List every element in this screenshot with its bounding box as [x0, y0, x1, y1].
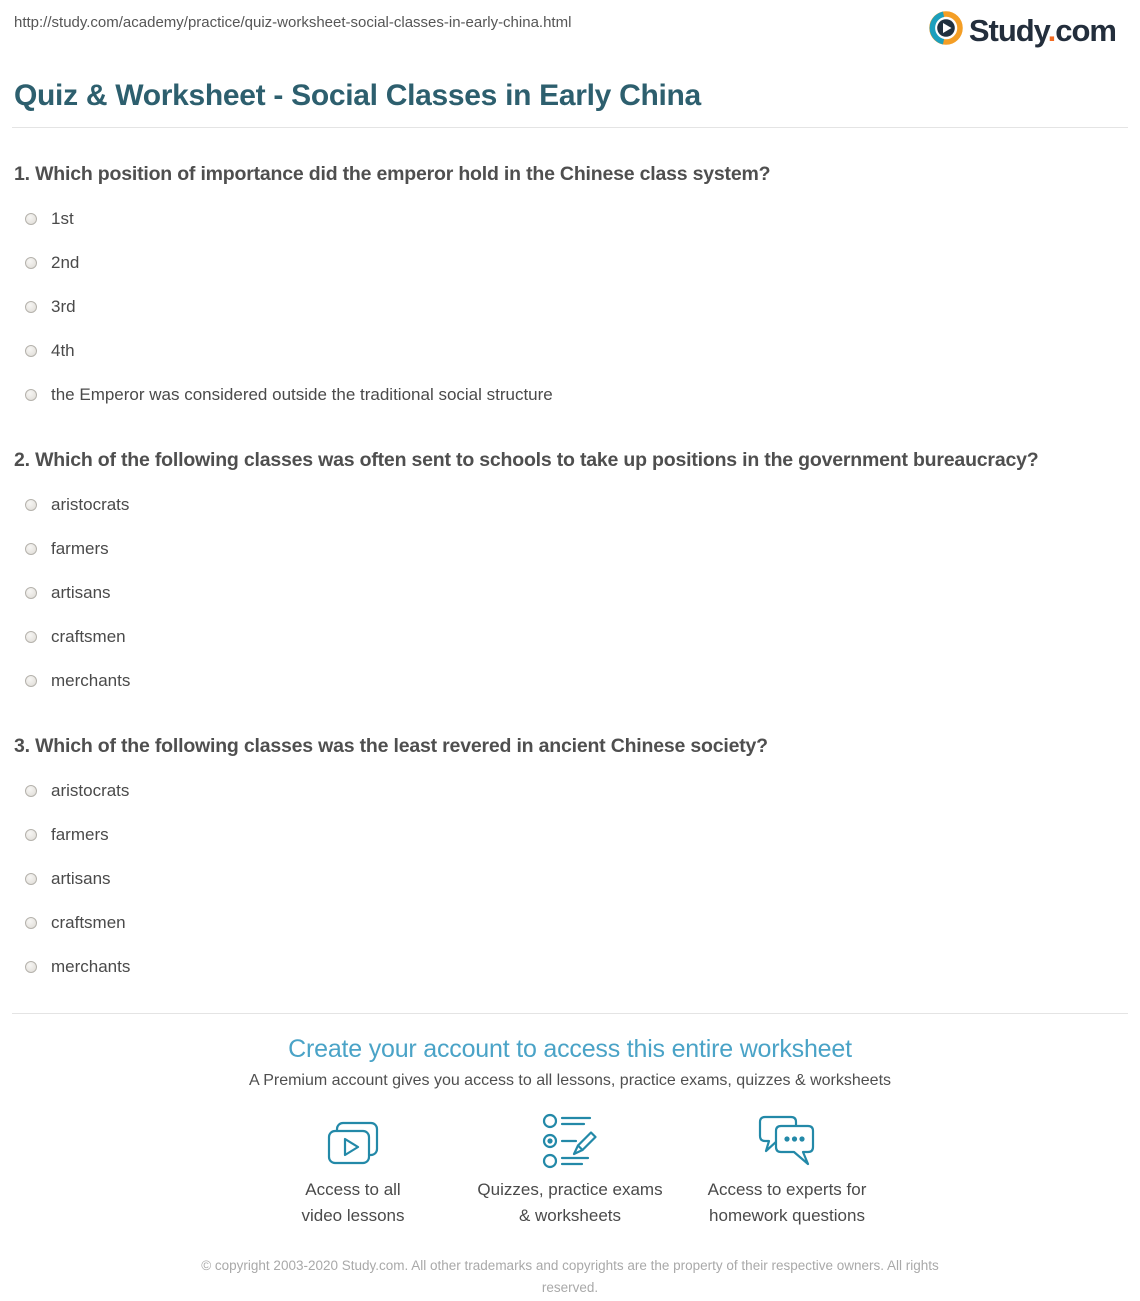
section-divider: [12, 1013, 1128, 1014]
quizzes-worksheets-icon: [462, 1112, 679, 1170]
option-row[interactable]: [14, 209, 1126, 229]
logo-wordmark: Study.com: [968, 12, 1116, 48]
option-label[interactable]: 2nd: [51, 253, 80, 272]
feature-label-line: Quizzes, practice exams: [477, 1180, 663, 1199]
option-row[interactable]: [14, 869, 1126, 889]
question-title: 2. Which of the following classes was often sent to schools to take up positions in the government bureaucracy?: [14, 449, 1039, 471]
option-row[interactable]: [14, 781, 1126, 801]
title-divider: [12, 127, 1128, 128]
option-row[interactable]: [14, 671, 1126, 691]
radio-button[interactable]: [25, 345, 37, 357]
option-label[interactable]: 4th: [51, 341, 75, 360]
question-block-1: [14, 163, 1126, 405]
option-label[interactable]: craftsmen: [51, 627, 126, 646]
feature-label: [462, 1177, 679, 1229]
cta-heading: Create your account to access this entire worksheet: [288, 1035, 852, 1063]
feature-homework-experts: [679, 1112, 896, 1229]
option-label[interactable]: craftsmen: [51, 913, 126, 932]
option-row[interactable]: [14, 583, 1126, 603]
feature-video-lessons: [245, 1112, 462, 1229]
option-row[interactable]: [14, 385, 1126, 405]
radio-button[interactable]: [25, 213, 37, 225]
video-lessons-icon: [245, 1112, 462, 1170]
radio-button[interactable]: [25, 257, 37, 269]
radio-button[interactable]: [25, 543, 37, 555]
radio-button[interactable]: [25, 301, 37, 313]
page-title: Quiz & Worksheet - Social Classes in Early China: [14, 79, 701, 112]
option-label[interactable]: 3rd: [51, 297, 76, 316]
features-row: [0, 1112, 1140, 1229]
feature-label-line: homework questions: [709, 1206, 865, 1225]
option-label[interactable]: farmers: [51, 825, 109, 844]
option-label[interactable]: 1st: [51, 209, 74, 228]
radio-button[interactable]: [25, 675, 37, 687]
options-list: [14, 495, 1126, 691]
radio-button[interactable]: [25, 961, 37, 973]
option-row[interactable]: [14, 825, 1126, 845]
radio-button[interactable]: [25, 829, 37, 841]
feature-label-line: Access to experts for: [707, 1180, 867, 1199]
feature-label-line: Access to all: [305, 1180, 401, 1199]
option-row[interactable]: [14, 957, 1126, 977]
radio-button[interactable]: [25, 631, 37, 643]
question-block-2: [14, 449, 1126, 691]
page-footer: [0, 1255, 1140, 1299]
feature-label-line: & worksheets: [518, 1206, 622, 1225]
option-row[interactable]: [14, 913, 1126, 933]
experts-chat-icon: [679, 1112, 896, 1170]
option-label[interactable]: artisans: [51, 583, 111, 602]
option-label[interactable]: aristocrats: [51, 495, 130, 514]
radio-button[interactable]: [25, 389, 37, 401]
option-label[interactable]: aristocrats: [51, 781, 130, 800]
feature-label-line: video lessons: [301, 1206, 405, 1225]
option-label[interactable]: the Emperor was considered outside the traditional social structure: [51, 385, 553, 404]
radio-button[interactable]: [25, 499, 37, 511]
cta-subheading: A Premium account gives you access to all lessons, practice exams, quizzes & worksheets: [248, 1072, 892, 1089]
radio-button[interactable]: [25, 587, 37, 599]
option-label[interactable]: merchants: [51, 671, 131, 690]
option-label[interactable]: artisans: [51, 869, 111, 888]
question-title: 1. Which position of importance did the emperor hold in the Chinese class system?: [14, 163, 771, 185]
page-header: [0, 0, 1140, 51]
option-row[interactable]: [14, 253, 1126, 273]
option-label[interactable]: farmers: [51, 539, 109, 558]
feature-label: [679, 1177, 896, 1229]
logo-play-icon: [928, 10, 964, 51]
option-row[interactable]: [14, 539, 1126, 559]
feature-quizzes-worksheets: [462, 1112, 679, 1229]
question-block-3: [14, 735, 1126, 977]
copyright-text: © copyright 2003-2020 Study.com. All other trademarks and copyrights are the property of their respective owners. All rights reserved.: [201, 1258, 939, 1295]
create-account-section: [0, 1036, 1140, 1229]
radio-button[interactable]: [25, 917, 37, 929]
option-row[interactable]: [14, 297, 1126, 317]
options-list: [14, 781, 1126, 977]
options-list: [14, 209, 1126, 405]
option-row[interactable]: [14, 627, 1126, 647]
question-title: 3. Which of the following classes was the least revered in ancient Chinese society?: [14, 735, 768, 757]
radio-button[interactable]: [25, 873, 37, 885]
option-label[interactable]: merchants: [51, 957, 131, 976]
studycom-logo[interactable]: [928, 10, 1116, 51]
option-row[interactable]: [14, 341, 1126, 361]
radio-button[interactable]: [25, 785, 37, 797]
feature-label: [245, 1177, 462, 1229]
page-url-text: http://study.com/academy/practice/quiz-worksheet-social-classes-in-early-china.html: [14, 14, 572, 31]
option-row[interactable]: [14, 495, 1126, 515]
